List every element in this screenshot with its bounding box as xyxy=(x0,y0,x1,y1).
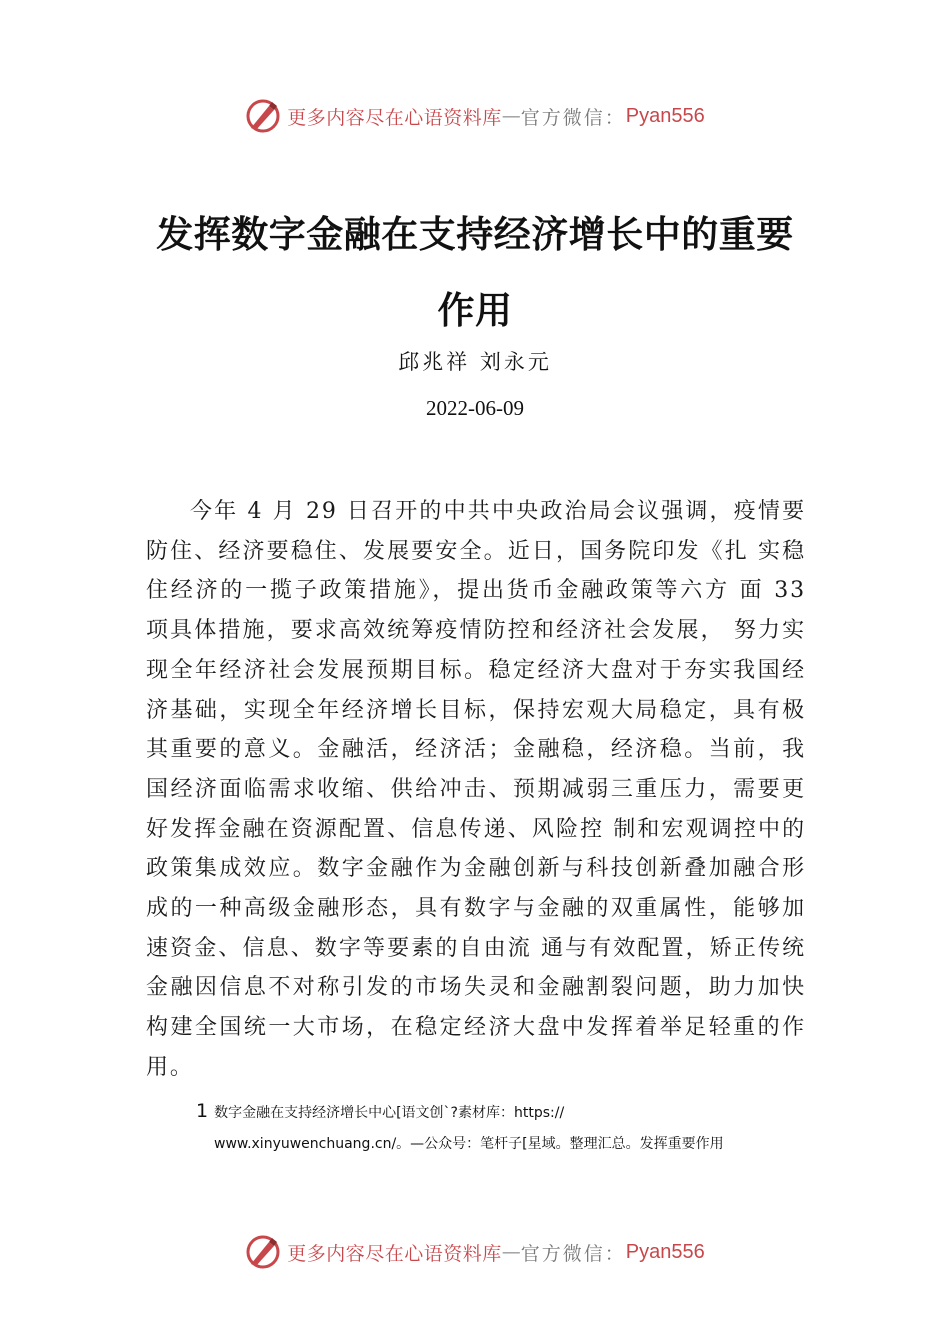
banner-text: 更多内容尽在心语资料库 xyxy=(287,1242,502,1265)
footnote-line-2: www.xinyuwenchuang.cn/。—公众号：笔杆子[星域。整理汇总。发挥重要作用 xyxy=(214,1136,724,1152)
pen-logo-icon xyxy=(245,1234,281,1270)
article-title: 发挥数字金融在支持经济增长中的重要作用 xyxy=(156,212,794,332)
banner-wechat-id: Pyan556 xyxy=(625,104,705,127)
pen-logo-icon xyxy=(245,98,281,134)
banner-wechat-label: 官方微信： xyxy=(520,106,626,129)
banner-wechat-label: 官方微信： xyxy=(520,1242,626,1265)
header-banner xyxy=(0,96,950,136)
banner-separator: — xyxy=(501,1241,521,1263)
article-authors: 邱兆祥 刘永元 xyxy=(398,350,552,374)
article-body: 今年 4 月 29 日召开的中共中央政治局会议强调，疫情要防住、经济要稳住、发展要安全。近日，国务院印发《扎 实稳住经济的一揽子政策措施》，提出货币金融政策等六方 面 33 项具体措施，要求高效统筹疫情防控和经济社会发展， 努力实现全年经济社会发展预期目标。稳定经济大盘对于夯实我国经济基础，实现全年经济增长目标，保持宏观大局稳定，具有极其重要的意义。金融活，经济活；金融稳，经济稳。当前，我国经济面临需求收缩、供给冲击、预期减弱三重压力，需要更好发挥金融在资源配置、信息传递、风险控 制和宏观调控中的政策集成效应。数字金融作为金融创新与科技创新叠加融合形成的一种高级金融形态，具有数字与金融的双重属性，能够加速资金、信息、数字等要素的自由流 通与有效配置，矫正传统金融因信息不对称引发的市场失灵和金融割裂问题，助力加快构建全国统一大市场，在稳定经济大盘中发挥着举足轻重的作用。 xyxy=(146,499,806,1080)
footnote xyxy=(196,1096,836,1160)
article-date: 2022-06-09 xyxy=(426,396,524,420)
footnote-number: 1 xyxy=(196,1100,209,1122)
banner-wechat-id: Pyan556 xyxy=(625,1240,705,1263)
footer-banner xyxy=(0,1232,950,1272)
banner-separator: — xyxy=(501,105,521,127)
footnote-line-1: 数字金融在支持经济增长中心[语文创`?素材库：https:// xyxy=(214,1105,565,1121)
banner-text: 更多内容尽在心语资料库 xyxy=(287,106,502,129)
